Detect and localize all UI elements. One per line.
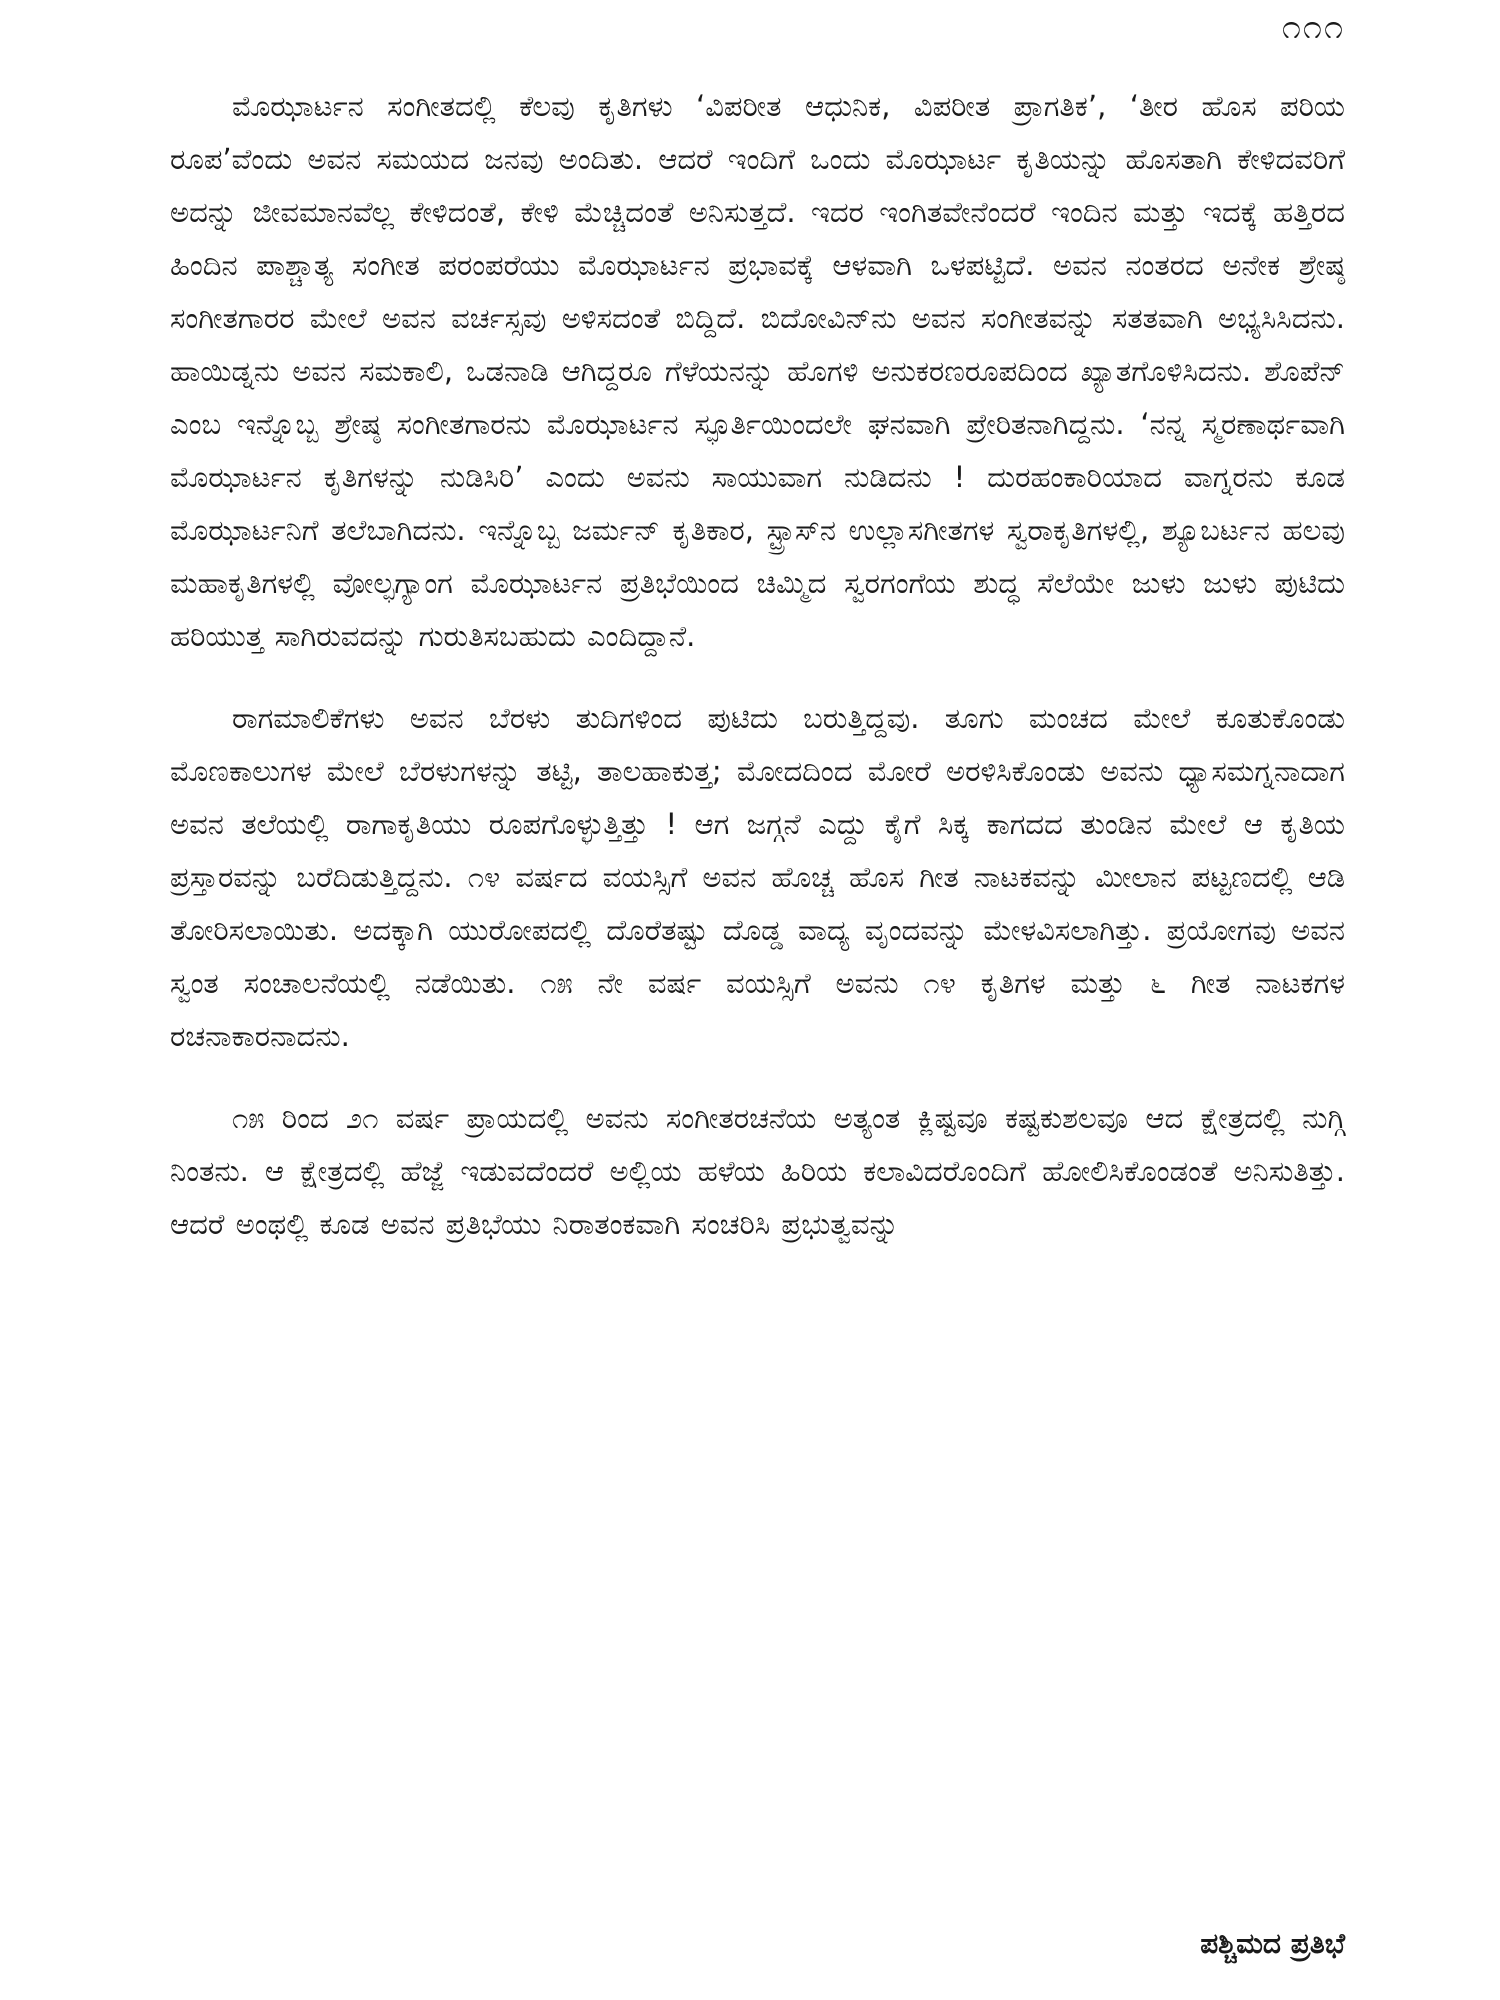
paragraph-3: ೧೫ ರಿಂದ ೨೧ ವರ್ಷ ಪ್ರಾಯದಲ್ಲಿ ಅವನು ಸಂಗೀತರಚನೆಯ ಅತ್ಯಂತ ಕ್ಲಿಷ್ಟವೂ ಕಷ್ಟಕುಶಲವೂ ಆದ ಕ್ಷೇತ್ರದಲ್ಲಿ ನುಗ್ಗಿ ನಿಂತನು. ಆ ಕ್ಷೇತ್ರದಲ್ಲಿ ಹೆಜ್ಜೆ ಇಡುವದೆಂದರೆ ಅಲ್ಲಿಯ ಹಳೆಯ ಹಿರಿಯ ಕಲಾವಿದರೊಂದಿಗೆ ಹೋಲಿಸಿಕೊಂಡಂತೆ ಅನಿಸುತಿತ್ತು. ಆದರೆ ಅಂಥಲ್ಲಿ ಕೂಡ ಅವನ ಪ್ರತಿಭೆಯು ನಿರಾತಂಕವಾಗಿ ಸಂಚರಿಸಿ ಪ್ರಭುತ್ವವನ್ನು <box>170 1101 1345 1241</box>
body-text <box>170 80 1345 1251</box>
paragraph-1: ಮೊಝಾರ್ಟನ ಸಂಗೀತದಲ್ಲಿ ಕೆಲವು ಕೃತಿಗಳು ‘ವಿಪರೀತ ಆಧುನಿಕ, ವಿಪರೀತ ಪ್ರಾಗತಿಕ’, ‘ತೀರ ಹೊಸ ಪರಿಯ ರೂಪ’ವೆಂದು ಅವನ ಸಮಯದ ಜನವು ಅಂದಿತು. ಆದರೆ ಇಂದಿಗೆ ಒಂದು ಮೊಝಾರ್ಟ ಕೃತಿಯನ್ನು ಹೊಸತಾಗಿ ಕೇಳಿದವರಿಗೆ ಅದನ್ನು ಜೀವಮಾನವೆಲ್ಲ ಕೇಳಿದಂತೆ, ಕೇಳಿ ಮೆಚ್ಚಿದಂತೆ ಅನಿಸುತ್ತದೆ. ಇದರ ಇಂಗಿತವೇನೆಂದರೆ ಇಂದಿನ ಮತ್ತು ಇದಕ್ಕೆ ಹತ್ತಿರದ ಹಿಂದಿನ ಪಾಶ್ಚಾತ್ಯ ಸಂಗೀತ ಪರಂಪರೆಯು ಮೊಝಾರ್ಟನ ಪ್ರಭಾವಕ್ಕೆ ಆಳವಾಗಿ ಒಳಪಟ್ಟಿದೆ. ಅವನ ನಂತರದ ಅನೇಕ ಶ್ರೇಷ್ಠ ಸಂಗೀತಗಾರರ ಮೇಲೆ ಅವನ ವರ್ಚಸ್ಸವು ಅಳಿಸದಂತೆ ಬಿದ್ದಿದೆ. ಬಿದೋವಿನ್‌ನು ಅವನ ಸಂಗೀತವನ್ನು ಸತತವಾಗಿ ಅಭ್ಯಸಿಸಿದನು. ಹಾಯಿಡ್ನನು ಅವನ ಸಮಕಾಲಿ, ಒಡನಾಡಿ ಆಗಿದ್ದರೂ ಗೆಳೆಯನನ್ನು ಹೊಗಳಿ ಅನುಕರಣರೂಪದಿಂದ ಖ್ಯಾತಗೊಳಿಸಿದನು. ಶೊಪೆನ್ ಎಂಬ ಇನ್ನೊಬ್ಬ ಶ್ರೇಷ್ಠ ಸಂಗೀತಗಾರನು ಮೊಝಾರ್ಟನ ಸ್ಫೂರ್ತಿಯಿಂದಲೇ ಘನವಾಗಿ ಪ್ರೇರಿತನಾಗಿದ್ದನು. ‘ನನ್ನ ಸ್ಮರಣಾರ್ಥವಾಗಿ ಮೊಝಾರ್ಟನ ಕೃತಿಗಳನ್ನು ನುಡಿಸಿರಿ’ ಎಂದು ಅವನು ಸಾಯುವಾಗ ನುಡಿದನು ! ದುರಹಂಕಾರಿಯಾದ ವಾಗ್ನರನು ಕೂಡ ಮೊಝಾರ್ಟನಿಗೆ ತಲೆಬಾಗಿದನು. ಇನ್ನೊಬ್ಬ ಜರ್ಮನ್ ಕೃತಿಕಾರ, ಸ್ಟ್ರಾಸ್‌ನ ಉಲ್ಲಾಸಗೀತಗಳ ಸ್ವರಾಕೃತಿಗಳಲ್ಲಿ, ಶ್ಯೂಬರ್ಟನ ಹಲವು ಮಹಾಕೃತಿಗಳಲ್ಲಿ ವೋಲ್ಫಗ್ಯಾಂಗ ಮೊಝಾರ್ಟನ ಪ್ರತಿಭೆಯಿಂದ ಚಿಮ್ಮಿದ ಸ್ವರಗಂಗೆಯ ಶುದ್ಧ ಸೆಲೆಯೇ ಜುಳು ಜುಳು ಪುಟಿದು ಹರಿಯುತ್ತ ಸಾಗಿರುವದನ್ನು ಗುರುತಿಸಬಹುದು ಎಂದಿದ್ದಾನೆ. <box>170 89 1345 653</box>
running-footer-title: ಪಶ್ಚಿಮದ ಪ್ರತಿಭೆ <box>1200 1927 1345 1960</box>
paragraph-2: ರಾಗಮಾಲಿಕೆಗಳು ಅವನ ಬೆರಳು ತುದಿಗಳಿಂದ ಪುಟಿದು ಬರುತ್ತಿದ್ದವು. ತೂಗು ಮಂಚದ ಮೇಲೆ ಕೂತುಕೊಂಡು ಮೊಣಕಾಲುಗಳ ಮೇಲೆ ಬೆರಳುಗಳನ್ನು ತಟ್ಟಿ, ತಾಲಹಾಕುತ್ತ; ಮೋದದಿಂದ ಮೋರೆ ಅರಳಿಸಿಕೊಂಡು ಅವನು ಧ್ಯಾಸಮಗ್ನನಾದಾಗ ಅವನ ತಲೆಯಲ್ಲಿ ರಾಗಾಕೃತಿಯು ರೂಪಗೊಳ್ಳುತ್ತಿತ್ತು ! ಆಗ ಜಗ್ಗನೆ ಎದ್ದು ಕೈಗೆ ಸಿಕ್ಕ ಕಾಗದದ ತುಂಡಿನ ಮೇಲೆ ಆ ಕೃತಿಯ ಪ್ರಸ್ತಾರವನ್ನು ಬರೆದಿಡುತ್ತಿದ್ದನು. ೧೪ ವರ್ಷದ ವಯಸ್ಸಿಗೆ ಅವನ ಹೊಚ್ಚ ಹೊಸ ಗೀತ ನಾಟಕವನ್ನು ಮೀಲಾನ ಪಟ್ಟಣದಲ್ಲಿ ಆಡಿ ತೋರಿಸಲಾಯಿತು. ಅದಕ್ಕಾಗಿ ಯುರೋಪದಲ್ಲಿ ದೊರೆತಷ್ಟು ದೊಡ್ಡ ವಾದ್ಯ ವೃಂದವನ್ನು ಮೇಳವಿಸಲಾಗಿತ್ತು. ಪ್ರಯೋಗವು ಅವನ ಸ್ವಂತ ಸಂಚಾಲನೆಯಲ್ಲಿ ನಡೆಯಿತು. ೧೫ ನೇ ವರ್ಷ ವಯಸ್ಸಿಗೆ ಅವನು ೧೪ ಕೃತಿಗಳ ಮತ್ತು ೬ ಗೀತ ನಾಟಕಗಳ ರಚನಾಕಾರನಾದನು. <box>170 701 1345 1053</box>
page-number: ೧೧೧ <box>1281 7 1345 47</box>
